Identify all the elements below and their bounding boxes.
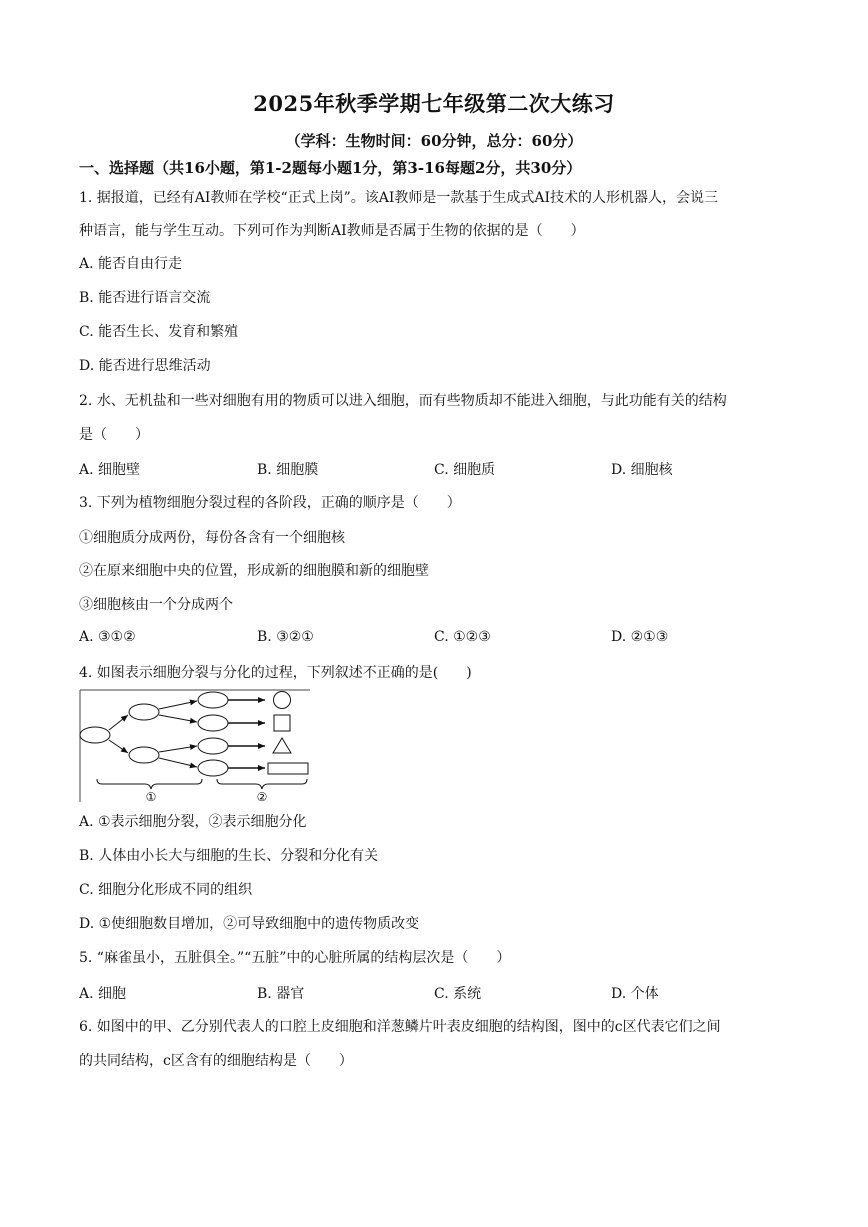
q3-step-1: ①细胞质分成两份，每份各含有一个细胞核 [79, 530, 345, 546]
diagram-svg [79, 688, 311, 804]
cell-division-differentiation-diagram [79, 688, 311, 804]
origin-cell [80, 727, 110, 743]
q2-options [79, 459, 799, 479]
q3-option-b: B. ③②① [257, 629, 314, 645]
q1-option-b: B. 能否进行语言交流 [79, 290, 211, 306]
q2-option-a: A. 细胞壁 [79, 462, 141, 478]
section-heading: 一、选择题（共16小题，第1-2题每小题1分，第3-16每题2分，共30分） [79, 159, 582, 177]
arrow-bottom-2 [159, 758, 197, 767]
q3-step-3: ③细胞核由一个分成两个 [79, 597, 233, 613]
q3-option-d: D. ②①③ [611, 629, 669, 645]
q4-option-a: A. ①表示细胞分裂，②表示细胞分化 [79, 814, 307, 830]
q5-option-a: A. 细胞 [79, 986, 127, 1002]
exam-subtitle: （学科：生物时间：60分钟，总分：60分） [285, 132, 583, 150]
exam-title: 2025年秋季学期七年级第二次大练习 [253, 91, 615, 116]
arrow-origin-bottom [109, 740, 128, 753]
brace-label-1: ① [145, 790, 157, 804]
q5-option-c: C. 系统 [434, 986, 482, 1002]
q2-stem-line1: 2. 水、无机盐和一些对细胞有用的物质可以进入细胞，而有些物质却不能进入细胞，与此功能有关的结构 [79, 393, 727, 409]
cell-gen2-4 [198, 760, 228, 776]
brace-1 [97, 779, 202, 789]
cell-gen2-1 [198, 692, 228, 708]
brace-2 [217, 779, 307, 789]
q2-option-b: B. 细胞膜 [257, 462, 319, 478]
arrow-bottom-1 [159, 746, 197, 752]
q5-option-b: B. 器官 [257, 986, 305, 1002]
q6-stem-line2: 的共同结构，c区含有的细胞结构是（ ） [79, 1053, 353, 1069]
cell-gen2-2 [198, 715, 228, 731]
arrow-top-2 [159, 715, 197, 722]
q5-stem: 5. “麻雀虽小，五脏俱全。”“五脏”中的心脏所属的结构层次是（ ） [79, 950, 511, 966]
q5-option-d: D. 个体 [611, 986, 659, 1002]
q4-stem: 4. 如图表示细胞分裂与分化的过程，下列叙述不正确的是( ) [79, 665, 472, 681]
brace-label-2: ② [256, 790, 268, 804]
q4-option-c: C. 细胞分化形成不同的组织 [79, 882, 253, 898]
q1-stem-line1: 1. 据报道，已经有AI教师在学校“正式上岗”。该AI教师是一款基于生成式AI技术的人形机器人，会说三 [79, 190, 719, 206]
q3-stem: 3. 下列为植物细胞分裂过程的各阶段，正确的顺序是（ ） [79, 495, 461, 511]
q3-options [79, 629, 799, 649]
rectangle-shape [268, 763, 308, 774]
q4-option-b: B. 人体由小长大与细胞的生长、分裂和分化有关 [79, 848, 379, 864]
cell-gen2-3 [198, 738, 228, 754]
q3-option-c: C. ①②③ [434, 629, 491, 645]
q6-stem-line1: 6. 如图中的甲、乙分别代表人的口腔上皮细胞和洋葱鳞片叶表皮细胞的结构图，图中的c区代表它们之间 [79, 1019, 721, 1035]
q1-option-d: D. 能否进行思维活动 [79, 358, 211, 374]
square-shape [274, 715, 290, 731]
q5-options [79, 983, 799, 1003]
cell-gen1-bottom [129, 747, 159, 763]
q2-stem-line2: 是（ ） [79, 427, 149, 443]
triangle-shape [273, 738, 291, 753]
q1-option-a: A. 能否自由行走 [79, 256, 183, 272]
q4-option-d: D. ①使细胞数目增加，②可导致细胞中的遗传物质改变 [79, 916, 420, 932]
cell-gen1-top [129, 704, 159, 720]
q2-option-d: D. 细胞核 [611, 462, 673, 478]
q3-option-a: A. ③①② [79, 629, 136, 645]
circle-shape [274, 692, 291, 709]
q3-step-2: ②在原来细胞中央的位置，形成新的细胞膜和新的细胞壁 [79, 563, 429, 579]
arrow-top-1 [159, 701, 197, 709]
q1-stem-line2: 种语言，能与学生互动。下列可作为判断AI教师是否属于生物的依据的是（ ） [79, 223, 585, 239]
q2-option-c: C. 细胞质 [434, 462, 496, 478]
arrow-origin-top [109, 715, 128, 730]
q1-option-c: C. 能否生长、发育和繁殖 [79, 324, 239, 340]
